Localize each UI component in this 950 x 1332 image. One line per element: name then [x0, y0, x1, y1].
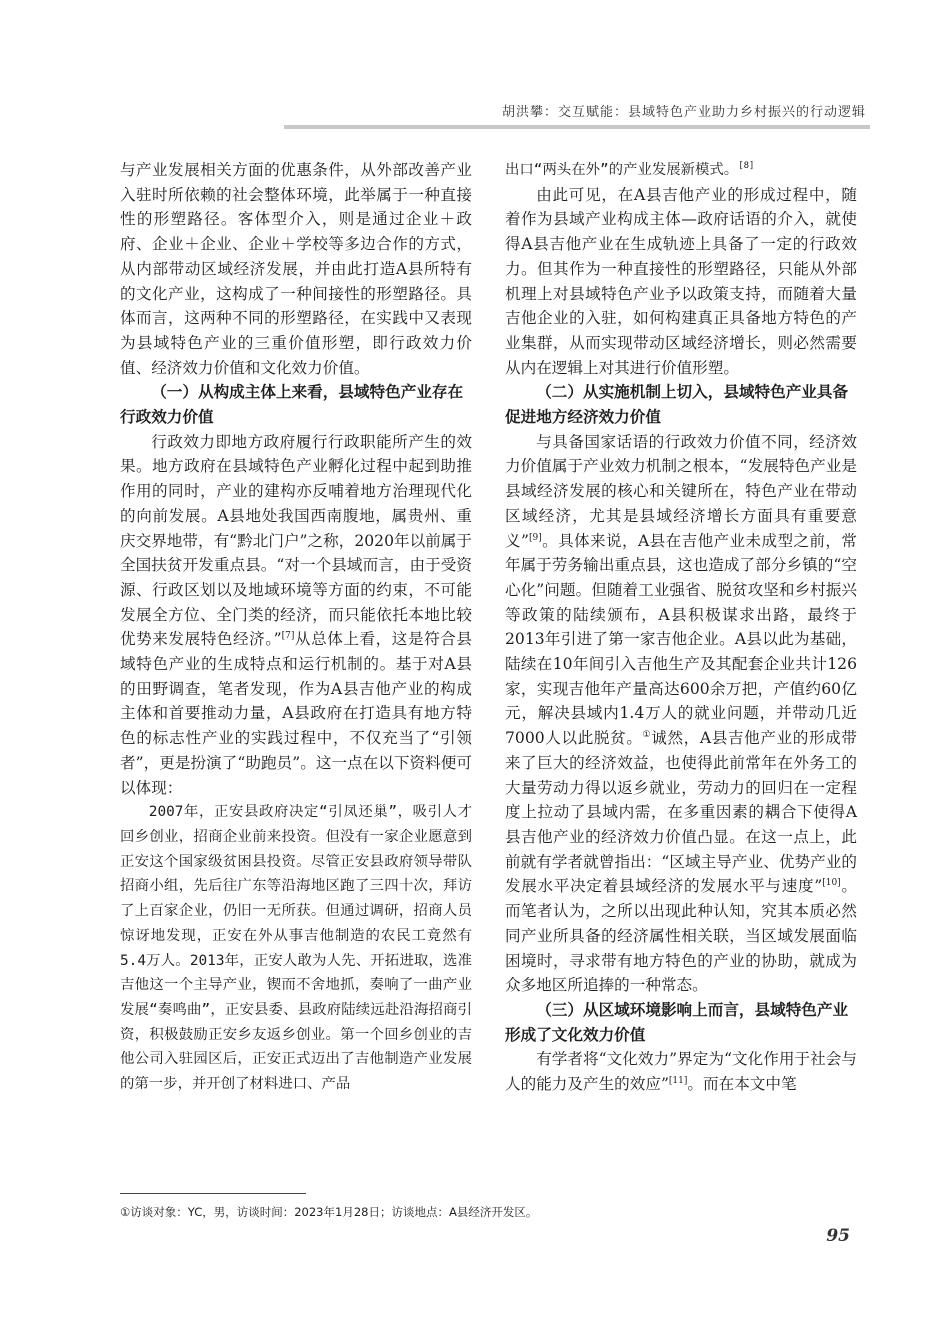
- quoted-material: 2007年，正安县政府决定“引凤还巢”，吸引人才回乡创业，招商企业前来投资。但没有一家企业愿意到正安这个国家级贫困县投资。尽管正安县政府领导带队招商小组，先后往广东等沿海地区跑了三四十次，拜访了上百家企业，仍旧一无所获。但通过调研，招商人员惊讶地发现，正安在外从事吉他制造的农民工竟然有5.4万人。2013年，正安人敢为人先、开拓进取，选准吉他这一个主导产业，锲而不舍地抓，奏响了一曲产业发展“奏鸣曲”，正安县委、县政府陆续远赴沿海招商引资，积极鼓励正安乡友返乡创业。第一个回乡创业的吉他公司入驻园区后，正安正式迈出了吉他制造产业发展的第一步，并开创了材料进口、产品: [120, 804, 472, 1093]
- paragraph: [505, 430, 857, 998]
- quote-text: 出口“两头在外”的产业发展新模式。: [505, 162, 739, 178]
- paragraph-text: 行政效力即地方政府履行行政职能所产生的效果。地方政府在县域特色产业孵化过程中起到助推作用的同时，产业的建构亦反哺着地方治理现代化的向前发展。A县地处我国西南腹地，属贵州、重庆交界地带，有“黔北门户”之称，2020年以前属于全国扶贫开发重点县。“对一个县域而言，由于受资源、行政区划以及地域环境等方面的约束，不可能发展全方位、全门类的经济，而只能依托本地比较优势来发展特色经济。”: [120, 432, 472, 649]
- paragraph-text: 。具体来说，A县在吉他产业未成型之前，常年属于劳务输出重点县，这也造成了部分乡镇的“空心化”问题。但随着工业强省、脱贫攻坚和乡村振兴等政策的陆续颁布，A县积极谋求出路，最终于2013年引进了第一家吉他企业。A县以此为基础，陆续在10年间引入吉他生产及其配套企业共计126家，实现吉他年产量高达600余万把，产值约60亿元，解决县域内1.4万人的就业问题，并带动几近7000人以此脱贫。: [505, 531, 857, 748]
- paragraph-text: 从总体上看，这是符合县域特色产业的生成特点和运行机制的。基于对A县的田野调查，笔者发现，作为A县吉他产业的构成主体和首要推动力量，A县政府在打造具有地方特色的标志性产业的实践过程中，不仅充当了“引领者”，更是扮演了“助跑员”。这一点在以下资料便可以体现：: [120, 630, 472, 797]
- footnote: ①访谈对象：YC，男，访谈时间：2023年1月28日；访谈地点：A县经济开发区。: [120, 1205, 538, 1219]
- paragraph: 与产业发展相关方面的优惠条件，从外部改善产业入驻时所依赖的社会整体环境，此举属于一种直接性的形塑路径。客体型介入，则是通过企业＋政府、企业＋企业、企业＋学校等多边合作的方式，从内部带动区域经济发展，并由此打造A县所特有的文化产业，这构成了一种间接性的形塑路径。具体而言，这两种不同的形塑路径，在实践中又表现为县域特色产业的三重价值形塑，即行政效力价值、经济效力价值和文化效力价值。: [120, 161, 472, 377]
- section-heading-2: （二）从实施机制上切入，县域特色产业具备促进地方经济效力价值: [505, 383, 849, 427]
- running-header: 胡洪攀：交互赋能：县域特色产业助力乡村振兴的行动逻辑: [501, 105, 866, 120]
- page-number: 95: [826, 1226, 850, 1246]
- footnote-rule: [120, 1193, 306, 1194]
- paragraph-text: 与具备国家话语的行政效力价值不同，经济效力价值属于产业效力机制之根本，“发展特色产业是县域经济发展的核心和关键所在，特色产业在带动区域经济，尤其是县域经济增长方面具有重要意义”: [505, 432, 857, 550]
- section-heading-3: （三）从区域环境影响上而言，县域特色产业形成了文化效力价值: [505, 1000, 849, 1044]
- footnote-marker: ①: [642, 729, 652, 740]
- paragraph-text: 。而笔者认为，之所以出现此种认知，究其本质必然同产业所具备的经济属性相关联，当区域发展面临困境时，寻求带有地方特色的产业的协助，就成为众多地区所追捧的一种常态。: [505, 877, 857, 995]
- paragraph-text: 。而在本文中笔: [687, 1075, 797, 1094]
- paragraph: [505, 1047, 857, 1096]
- citation: [10]: [822, 878, 841, 889]
- paragraph-text: 诚然，A县吉他产业的形成带来了巨大的经济效益，也使得此前常年在外务工的大量劳动力得以返乡就业，劳动力的回归在一定程度上拉动了县域内需，在多重因素的耦合下使得A县吉他产业的经济效力价值凸显。在这一点上，此前就有学者就曾指出：“区域主导产业、优势产业的发展水平决定着县域经济的发展水平与速度”: [505, 729, 857, 896]
- citation: [11]: [668, 1075, 688, 1086]
- citation: [9]: [528, 532, 542, 543]
- section-heading-1: （一）从构成主体上来看，县域特色产业存在行政效力价值: [120, 383, 464, 427]
- header-rule: [284, 125, 870, 129]
- paragraph: 由此可见，在A县吉他产业的形成过程中，随着作为县域产业构成主体—政府话语的介入，就使得A县吉他产业在生成轨迹上具备了一定的行政效力。但其作为一种直接性的形塑路径，只能从外部机理上对县域特色产业予以政策支持，而随着大量吉他企业的入驻，如何构建真正具备地方特色的产业集群，从而实现带动区域经济增长，则必然需要从内在逻辑上对其进行价值形塑。: [505, 185, 857, 377]
- paragraph-text: 有学者将“文化效力”界定为“文化作用于社会与人的能力及产生的效应”: [505, 1050, 857, 1094]
- right-column: [505, 158, 857, 1097]
- citation: [7]: [281, 631, 295, 642]
- paragraph: [120, 430, 472, 801]
- citation: [8]: [738, 161, 755, 172]
- quoted-material-end: [505, 158, 857, 183]
- left-column: [120, 158, 472, 1097]
